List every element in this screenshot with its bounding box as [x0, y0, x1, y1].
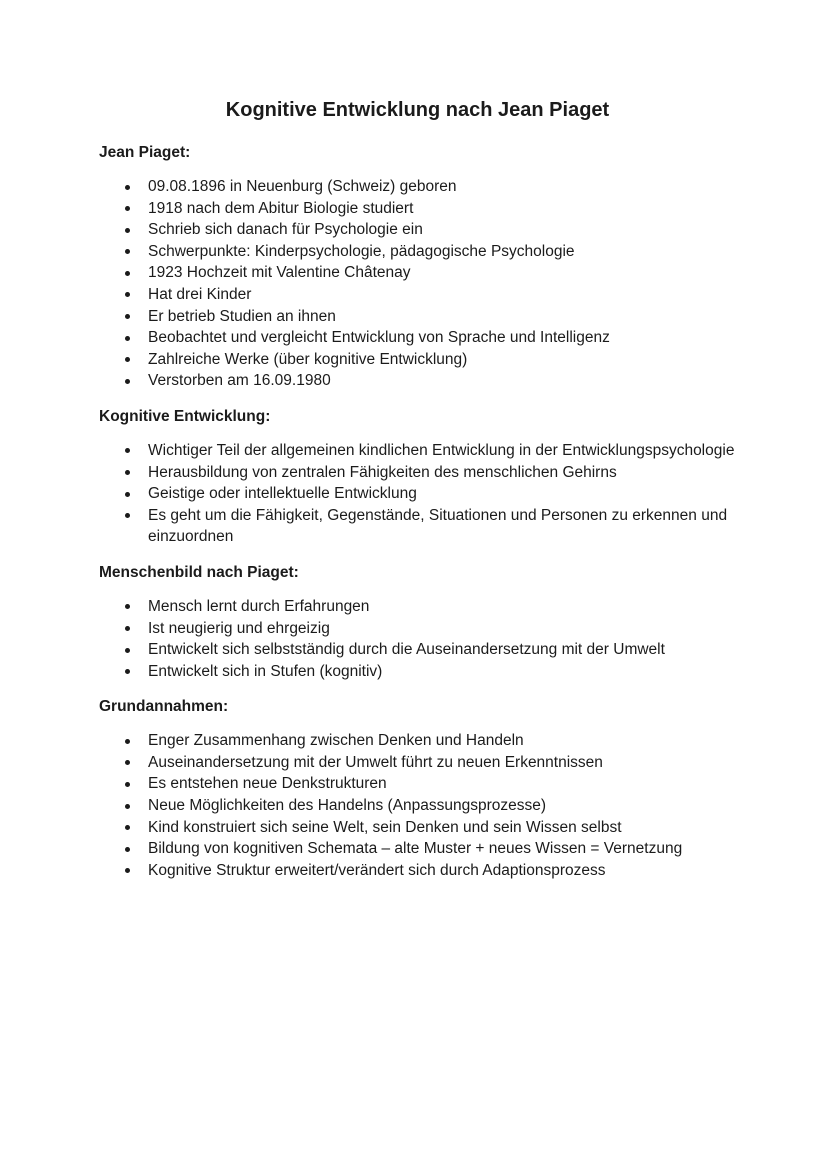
- section-heading: Kognitive Entwicklung:: [99, 407, 271, 425]
- section-kognitive-entwicklung: [99, 406, 736, 548]
- bullet-item: Zahlreiche Werke (über kognitive Entwicklung): [99, 349, 736, 371]
- bullet-item: 09.08.1896 in Neuenburg (Schweiz) geboren: [99, 176, 736, 198]
- bullet-item: Schwerpunkte: Kinderpsychologie, pädagogische Psychologie: [99, 241, 736, 263]
- bullet-item: Mensch lernt durch Erfahrungen: [99, 596, 736, 618]
- bullet-item: Neue Möglichkeiten des Handelns (Anpassungsprozesse): [99, 795, 736, 817]
- bullet-item: Er betrieb Studien an ihnen: [99, 306, 736, 328]
- bullet-item: Hat drei Kinder: [99, 284, 736, 306]
- bullet-list: [99, 440, 736, 548]
- bullet-item: Enger Zusammenhang zwischen Denken und Handeln: [99, 730, 736, 752]
- bullet-item: Es geht um die Fähigkeit, Gegenstände, Situationen und Personen zu erkennen und einzuordnen: [99, 505, 736, 548]
- bullet-item: Es entstehen neue Denkstrukturen: [99, 773, 736, 795]
- bullet-item: Entwickelt sich in Stufen (kognitiv): [99, 661, 736, 683]
- bullet-list: [99, 730, 736, 881]
- bullet-item: Wichtiger Teil der allgemeinen kindlichen Entwicklung in der Entwicklungspsychologie: [99, 440, 736, 462]
- section-heading: Jean Piaget:: [99, 144, 191, 161]
- bullet-list: [99, 596, 736, 682]
- bullet-item: Kognitive Struktur erweitert/verändert sich durch Adaptionsprozess: [99, 860, 736, 882]
- section-heading: Grundannahmen:: [99, 698, 229, 716]
- bullet-item: Schrieb sich danach für Psychologie ein: [99, 219, 736, 241]
- section-menschenbild: [99, 562, 736, 682]
- bullet-item: Kind konstruiert sich seine Welt, sein Denken und sein Wissen selbst: [99, 817, 736, 839]
- section-jean-piaget: [99, 142, 736, 392]
- bullet-item: Entwickelt sich selbstständig durch die Auseinandersetzung mit der Umwelt: [99, 639, 736, 661]
- bullet-list: [99, 176, 736, 392]
- bullet-item: Auseinandersetzung mit der Umwelt führt zu neuen Erkenntnissen: [99, 752, 736, 774]
- bullet-item: Verstorben am 16.09.1980: [99, 370, 736, 392]
- bullet-item: 1923 Hochzeit mit Valentine Châtenay: [99, 262, 736, 284]
- bullet-item: Geistige oder intellektuelle Entwicklung: [99, 483, 736, 505]
- bullet-item: Beobachtet und vergleicht Entwicklung von Sprache und Intelligenz: [99, 327, 736, 349]
- section-grundannahmen: [99, 696, 736, 881]
- document-title: Kognitive Entwicklung nach Jean Piaget: [225, 99, 610, 121]
- bullet-item: Herausbildung von zentralen Fähigkeiten des menschlichen Gehirns: [99, 462, 736, 484]
- bullet-item: 1918 nach dem Abitur Biologie studiert: [99, 198, 736, 220]
- bullet-item: Ist neugierig und ehrgeizig: [99, 618, 736, 640]
- section-heading: Menschenbild nach Piaget:: [99, 563, 299, 581]
- bullet-item: Bildung von kognitiven Schemata – alte Muster + neues Wissen = Vernetzung: [99, 838, 736, 860]
